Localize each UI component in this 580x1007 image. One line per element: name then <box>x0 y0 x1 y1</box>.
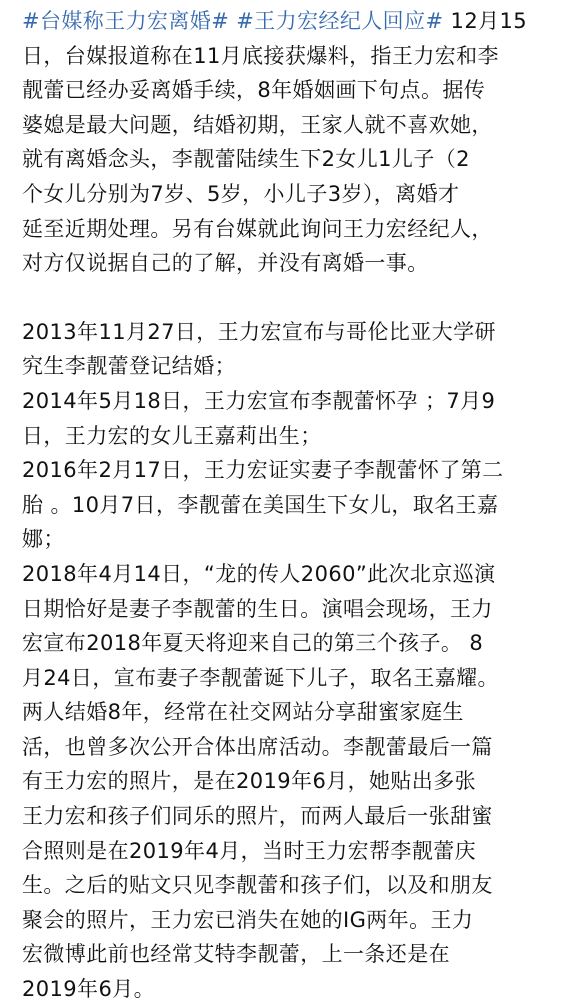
intro-line: 12月15 <box>443 9 528 33</box>
timeline-line: 2018年4月14日，“龙的传人2060”此次北京巡演 <box>22 561 496 586</box>
intro-line: 靓蕾已经办妥离婚手续，8年婚姻画下句点。据传 <box>22 78 486 103</box>
timeline-line: 2019年6月。 <box>22 977 156 1002</box>
timeline-line: 日，王力宏的女儿王嘉莉出生； <box>22 423 322 448</box>
intro-line: 个女儿分别为7岁、5岁，小儿子3岁），离婚才 <box>22 181 460 206</box>
intro-paragraph <box>22 4 568 281</box>
timeline-paragraph <box>22 315 568 1007</box>
timeline-line: 2016年2月17日，王力宏证实妻子李靓蕾怀了第二 <box>22 458 504 483</box>
timeline-line: 胎 。10月7日，李靓蕾在美国生下女儿，取名王嘉 <box>22 492 499 517</box>
timeline-line: 两人结婚8年，经常在社交网站分享甜蜜家庭生 <box>22 700 464 725</box>
timeline-line: 2013年11月27日，王力宏宣布与哥伦比亚大学研 <box>22 319 496 344</box>
hashtag-link-divorce[interactable]: #台媒称王力宏离婚# <box>22 9 230 33</box>
timeline-line: 活，也曾多次公开合体出席活动。李靓蕾最后一篇 <box>22 734 493 759</box>
timeline-line: 宏宣布2018年夏天将迎来自己的第三个孩子。 8 <box>22 631 484 656</box>
paragraph-spacer <box>22 281 568 315</box>
timeline-line: 月24日，宣布妻子李靓蕾诞下儿子，取名王嘉耀。 <box>22 665 499 690</box>
timeline-line: 王力宏和孩子们同乐的照片，而两人最后一张甜蜜 <box>22 804 493 829</box>
timeline-line: 日期恰好是妻子李靓蕾的生日。演唱会现场，王力 <box>22 596 493 621</box>
timeline-line: 宏微博此前也经常艾特李靓蕾，上一条还是在 <box>22 942 450 967</box>
timeline-line: 聚会的照片，王力宏已消失在她的IG两年。王力 <box>22 907 474 932</box>
timeline-line: 生。之后的贴文只见李靓蕾和孩子们，以及和朋友 <box>22 873 493 898</box>
intro-line: 对方仅说据自己的了解，并没有离婚一事。 <box>22 251 429 276</box>
first-line <box>22 4 568 39</box>
intro-line: 延至近期处理。另有台媒就此询问王力宏经纪人， <box>22 216 493 241</box>
intro-line: 日，台媒报道称在11月底接获爆料，指王力宏和李 <box>22 43 499 68</box>
hashtag-link-agent-response[interactable]: #王力宏经纪人回应# <box>236 9 444 33</box>
intro-line: 就有离婚念头，李靓蕾陆续生下2女儿1儿子（2 <box>22 147 470 172</box>
timeline-line: 娜； <box>22 527 65 552</box>
timeline-line: 究生李靓蕾登记结婚； <box>22 354 236 379</box>
timeline-line: 2014年5月18日，王力宏宣布李靓蕾怀孕 ；7月9 <box>22 388 496 413</box>
intro-line: 婆媳是最大问题，结婚初期，王家人就不喜欢她， <box>22 112 493 137</box>
timeline-line: 合照则是在2019年4月，当时王力宏帮李靓蕾庆 <box>22 838 477 863</box>
timeline-line: 有王力宏的照片，是在2019年6月，她贴出多张 <box>22 769 477 794</box>
